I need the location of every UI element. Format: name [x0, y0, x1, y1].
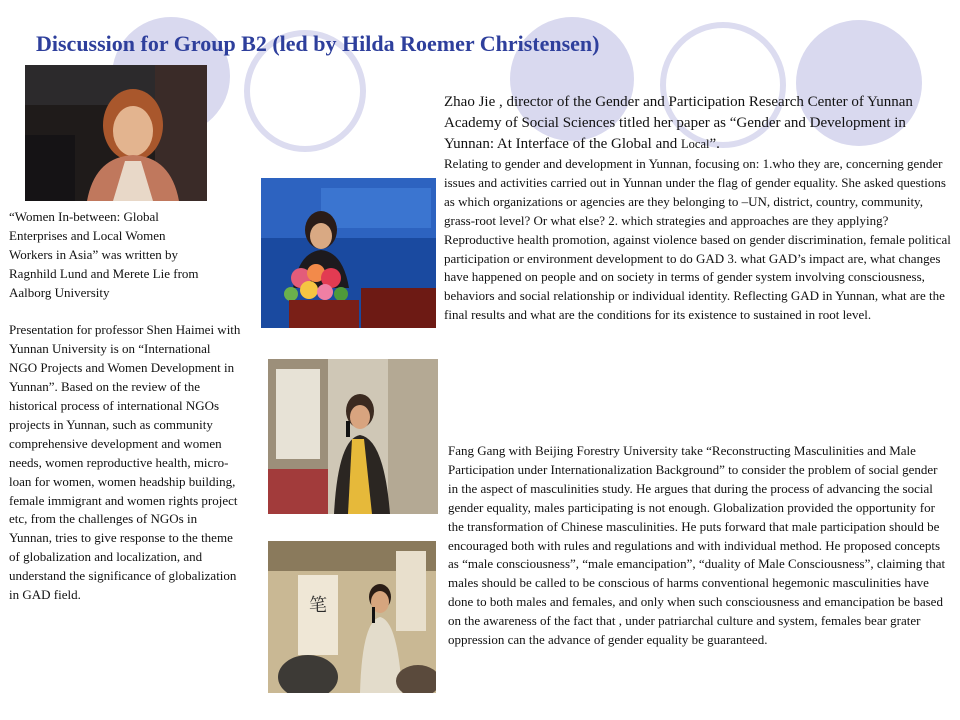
lead-small: Local — [681, 137, 710, 151]
fang-gang-body: Fang Gang with Beijing Forestry University take “Reconstructing Masculinities and Male Participation under Internationalization Background” to consider the problem of social gender in the aspect of masculinities study. He argues that during the process of advancing the social gender equality, males participating is not enough. Globalization provided the opportunity for the transformation of Chinese masculinities. He puts forward that male participation should be encouraged both with rules and regulations and with individual method. He proposed concepts as “male consciousness”, “male emancipation”, “duality of Male Consciousness”, claiming that males should be called to be conscious of harms conventional hegemonic masculinities have done to both males and females, and only when such consciousness and emancipation be based on the awareness of the fact that , under patriarchal culture and system, females bear grater oppression can the advance of gender equality be guaranteed. — [448, 443, 946, 648]
zhao-jie-lead — [444, 92, 952, 155]
photo-woman-microphone — [268, 359, 438, 514]
photo-woman-speaker — [25, 65, 207, 201]
right-bottom-text — [448, 442, 948, 650]
left-paragraph-1: “Women In-between: Global Enterprises and Local Women Workers in Asia” was written by Ragnhild Lund and Merete Lie from Aalborg University — [9, 209, 199, 300]
zhao-jie-body: Relating to gender and development in Yunnan, focusing on: 1.who they are, concerning gender issues and activities carried out in Yunnan under the flag of gender equality. She asked questions as which organizations or agencies are they belonging to –UN, district, country, community, grass-root level? Or what else? 2. which strategies and approaches are they applying? Reproductive health promotion, against violence based on gender discrimination, female political participation or environment development to do GAD 3. what GAD’s impact are, what changes have happened on people and on society in terms of gender system involving consciousness, behaviors and social relationship or individual identity. Reflecting GAD in Yunnan, what are the final results and what are the conditions for its existence to sustained in root level. — [444, 156, 951, 323]
right-top-text — [444, 92, 952, 325]
photo-podium-speaker — [261, 178, 436, 328]
photo-man-microphone — [268, 541, 436, 693]
left-column-text — [9, 208, 241, 605]
lead-main: Zhao Jie , director of the Gender and Participation Research Center of Yunnan Academy of Social Sciences titled her paper as “Gender and Development in Yunnan: At Interface of the Global and — [444, 94, 913, 152]
svg-text:笔: 笔 — [309, 595, 327, 616]
lead-end: ”. — [709, 136, 720, 152]
left-paragraph-2: Presentation for professor Shen Haimei with Yunnan University is on “International NGO Projects and Women Development in Yunnan”. Based on the review of the historical process of international NGOs projects in Yunnan, such as community comprehensive development and women needs, women reproductive health, micro-loan for women, women headship building, female immigrant and women rights project etc, from the challenges of NGOs in Yunnan, tries to give response to the theme of globalization and localization, and understand the significance of globalization in GAD field. — [9, 322, 241, 603]
page-title: Discussion for Group B2 (led by Hilda Roemer Christensen) — [36, 31, 600, 56]
